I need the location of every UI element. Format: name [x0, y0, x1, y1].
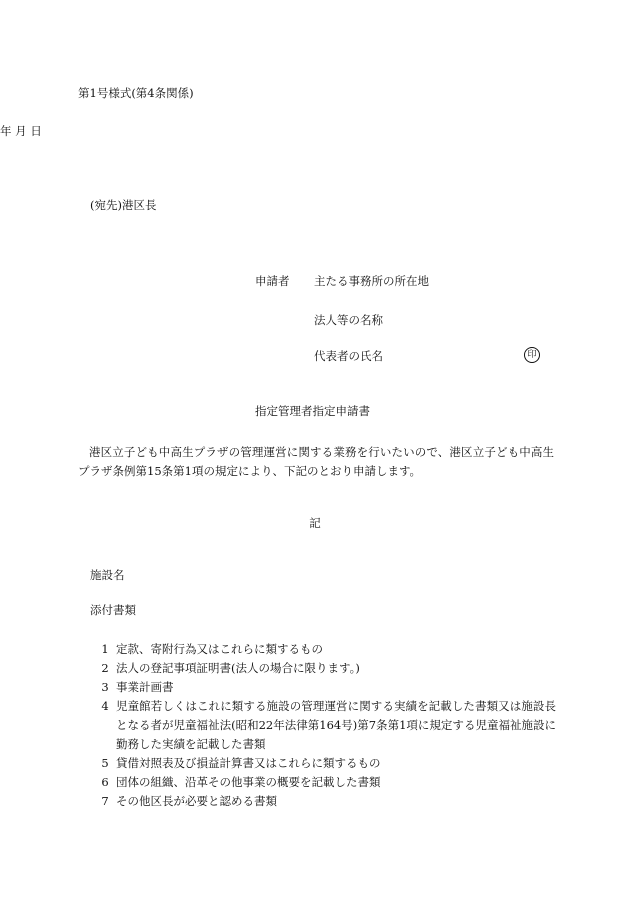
list-item — [94, 792, 556, 811]
item-number: 7 — [101, 794, 109, 808]
item-text: 貸借対照表及び損益計算書又はこれらに類するもの — [116, 756, 381, 770]
year-label: 年 — [0, 124, 12, 138]
date-line — [0, 124, 630, 142]
item-text: 児童館若しくはこれに類する施設の管理運営に関する実績を記載した書類又は施設長となる者が児童福祉法(昭和22年法律第164号)第7条第1項に規定する児童福祉施設に勤務した実績を記載した書類 — [116, 699, 556, 751]
item-number: 1 — [101, 642, 109, 656]
attachments-label: 添付書類 — [90, 603, 136, 617]
list-item — [94, 659, 556, 678]
item-text: 団体の組織、沿革その他事業の概要を記載した書類 — [116, 775, 381, 789]
item-text: 法人の登記事項証明書(法人の場合に限ります。) — [116, 661, 360, 675]
item-number: 3 — [101, 680, 109, 694]
seal-mark: 印 — [524, 347, 540, 363]
item-text: 事業計画書 — [116, 680, 174, 694]
item-number: 5 — [101, 756, 109, 770]
item-text: その他区長が必要と認める書類 — [116, 794, 277, 808]
day-label: 日 — [30, 124, 42, 138]
list-item — [94, 754, 556, 773]
addressee: (宛先)港区長 — [90, 198, 157, 212]
facility-name-label: 施設名 — [90, 568, 125, 582]
item-number: 2 — [101, 661, 109, 675]
month-label: 月 — [15, 124, 27, 138]
attachment-list — [94, 640, 556, 811]
item-number: 4 — [101, 699, 109, 713]
item-text: 定款、寄附行為又はこれらに類するもの — [116, 642, 323, 656]
document-title: 指定管理者指定申請書 — [255, 404, 370, 418]
application-statement: 港区立子ども中高生プラザの管理運営に関する業務を行いたいので、港区立子ども中高生プラザ条例第15条第1項の規定により、下記のとおり申請します。 — [78, 445, 554, 478]
corporation-name-label: 法人等の名称 — [314, 313, 383, 327]
form-number: 第1号様式(第4条関係) — [78, 86, 194, 100]
ki-heading: 記 — [309, 516, 321, 530]
list-item — [94, 773, 556, 792]
list-item — [94, 697, 556, 754]
list-item — [94, 678, 556, 697]
item-number: 6 — [101, 775, 109, 789]
list-item — [94, 640, 556, 659]
representative-name-label: 代表者の氏名 — [314, 349, 383, 363]
applicant-label: 申請者 — [255, 274, 290, 288]
office-location-label: 主たる事務所の所在地 — [314, 274, 429, 288]
